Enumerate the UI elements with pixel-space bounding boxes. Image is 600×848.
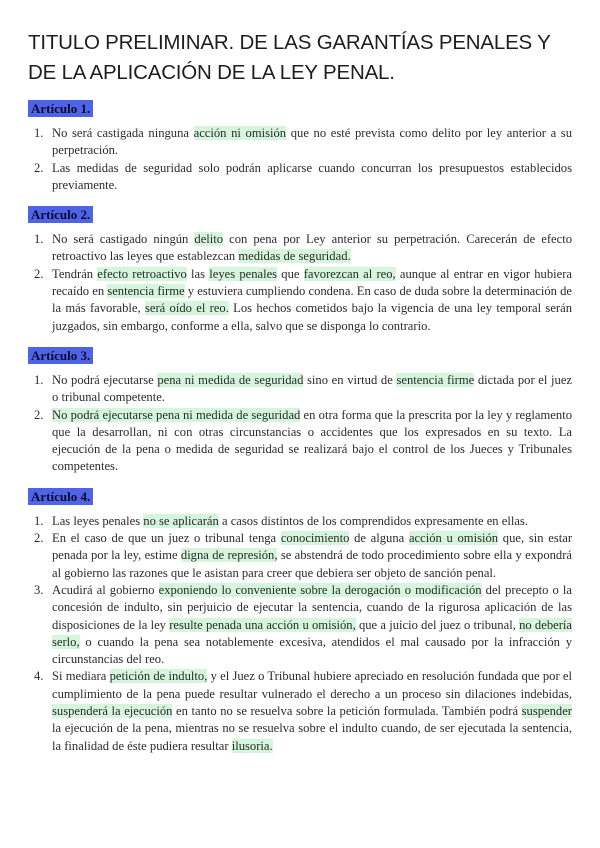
highlighted-phrase: exponiendo lo conveniente sobre la derogación o modificación (158, 582, 482, 597)
text-segment: No será castigado ningún (52, 232, 195, 247)
item-number: 2. (34, 531, 44, 546)
text-segment: de alguna (349, 531, 409, 546)
item-number: 1. (34, 126, 44, 140)
item-text (52, 160, 572, 195)
article-item-list (28, 231, 572, 335)
item-text (52, 231, 572, 266)
text-segment: Si mediara (52, 669, 110, 684)
highlighted-phrase: no debería serlo, (52, 617, 572, 649)
text-segment: las (186, 266, 210, 281)
text-segment: que a juicio del juez o tribunal, (355, 617, 520, 632)
highlighted-phrase: No podrá ejecutarse pena ni medida de seguridad (52, 407, 301, 422)
text-segment: que (277, 266, 304, 281)
highlighted-phrase: suspender (521, 704, 572, 719)
text-segment: No será castigada ninguna (52, 126, 194, 140)
highlighted-phrase: petición de indulto, (109, 669, 208, 684)
article-1 (28, 98, 572, 194)
text-segment: del precepto o la concesión de indulto, sin perjuicio de ejecutar la sentencia, cuando de la rigurosa aplicación de las disposiciones de la ley (52, 582, 572, 632)
item-number: 2. (34, 407, 44, 422)
item-text (52, 407, 572, 476)
highlighted-phrase: resulte penada una acción u omisión, (169, 617, 356, 632)
item-text (52, 266, 572, 335)
item-number: 1. (34, 232, 44, 247)
item-text (52, 372, 572, 407)
highlighted-phrase: será oído el reo. (144, 301, 229, 316)
highlighted-phrase: sentencia firme (396, 372, 475, 387)
article-heading: Artículo 3. (28, 347, 93, 364)
article-3 (28, 345, 572, 476)
article-heading: Artículo 1. (28, 100, 93, 117)
list-item (28, 231, 572, 266)
text-segment: Las leyes penales (52, 513, 144, 528)
text-segment: sino en virtud de (303, 372, 397, 387)
article-2 (28, 204, 572, 335)
highlighted-phrase: no se aplicarán (143, 513, 219, 528)
list-item (28, 266, 572, 335)
highlighted-phrase: digna de represión, (180, 548, 278, 563)
highlighted-phrase: delito (194, 232, 224, 247)
text-segment: Los hechos cometidos bajo la vigencia de una ley temporal serán juzgados, sin embargo, conforme a ella, salvo que se disponga lo contrario. (52, 301, 572, 333)
list-item (28, 513, 572, 530)
item-number: 2. (34, 266, 44, 281)
article-heading: Artículo 4. (28, 488, 93, 505)
text-segment: la ejecución de la pena, mientras no se resuelva sobre el indulto cuando, de ser ejecutada la sentencia, la finalidad de éste pudiera resultar (52, 721, 572, 753)
article-item-list (28, 372, 572, 476)
list-item (28, 160, 572, 195)
page-title: TITULO PRELIMINAR. DE LAS GARANTÍAS PENALES Y DE LA APLICACIÓN DE LA LEY PENAL. (28, 31, 551, 84)
list-item (28, 582, 572, 668)
text-segment: que, sin estar penada por la ley, estime (52, 531, 573, 563)
highlighted-phrase: ilusoria. (231, 738, 273, 753)
text-segment: en tanto no se resuelva sobre la petición formulada. También podrá (172, 704, 522, 719)
item-text (52, 125, 572, 160)
text-segment: Tendrán (52, 266, 98, 281)
highlighted-phrase: medidas de seguridad. (238, 249, 351, 264)
highlighted-phrase: efecto retroactivo (97, 266, 187, 281)
text-segment: y estuviera cumpliendo condena. En caso de duda sobre la determinación de la más favorable, (52, 284, 572, 316)
highlighted-phrase: pena ni medida de seguridad (157, 372, 304, 387)
text-segment: y el Juez o Tribunal hubiere apreciado en resolución fundada que por el cumplimiento de la pena puede resultar vulnerado el derecho a un proceso sin dilaciones indebidas, (52, 669, 573, 701)
highlighted-phrase: sentencia firme (107, 284, 185, 299)
text-segment: No podrá ejecutarse (52, 372, 158, 387)
text-segment: a casos distintos de los comprendidos expresamente en ellas. (218, 513, 528, 528)
item-number: 1. (34, 513, 44, 528)
text-segment: se abstendrá de todo procedimiento sobre ella y expondrá al gobierno las razones que le asistan para creer que debiera ser objeto de sanción penal. (52, 548, 572, 580)
text-segment: Las medidas de seguridad solo podrán aplicarse cuando concurran los presupuestos establecidos previamente. (52, 160, 572, 192)
article-item-list (28, 125, 572, 194)
item-number: 4. (34, 669, 44, 684)
highlighted-phrase: acción ni omisión (193, 126, 287, 140)
list-item (28, 407, 572, 476)
text-segment: con pena por Ley anterior su perpetración. Carecerán de efecto retroactivo las leyes que establezcan (52, 232, 572, 264)
text-segment: que no esté prevista como delito por ley anterior a su perpetración. (52, 126, 573, 158)
item-text (52, 668, 572, 754)
item-number: 2. (34, 160, 44, 175)
text-segment: En el caso de que un juez o tribunal tenga (52, 531, 281, 546)
item-text (52, 513, 572, 530)
text-segment: dictada por el juez o tribunal competente. (52, 372, 572, 405)
highlighted-phrase: suspenderá la ejecución (52, 704, 173, 719)
text-segment: en otra forma que la prescrita por la ley y reglamento que la desarrollan, ni con otras circunstancias o accidentes que los expresados en su texto. La ejecución de la pena o medida de seguridad se realizará bajo el control de los Jueces y Tribunales competentes. (52, 407, 572, 474)
article-heading: Artículo 2. (28, 206, 93, 223)
list-item (28, 372, 572, 407)
articles-container (28, 98, 572, 755)
text-segment: aunque al entrar en vigor hubiera recaído en (52, 266, 572, 299)
list-item (28, 125, 572, 160)
highlighted-phrase: conocimiento (280, 531, 350, 546)
text-segment: Acudirá al gobierno (52, 582, 159, 597)
item-number: 3. (34, 582, 44, 597)
highlighted-phrase: leyes penales (209, 266, 278, 281)
item-text (52, 530, 572, 582)
article-4 (28, 486, 572, 755)
item-number: 1. (34, 372, 44, 387)
list-item (28, 530, 572, 582)
article-item-list (28, 513, 572, 755)
highlighted-phrase: favorezcan al reo, (303, 266, 396, 281)
text-segment: o cuando la pena sea notablemente excesiva, atendidos el mal causado por la infracción y circunstancias del reo. (52, 634, 572, 667)
highlighted-phrase: acción u omisión (408, 531, 499, 546)
list-item (28, 668, 572, 754)
item-text (52, 582, 572, 668)
